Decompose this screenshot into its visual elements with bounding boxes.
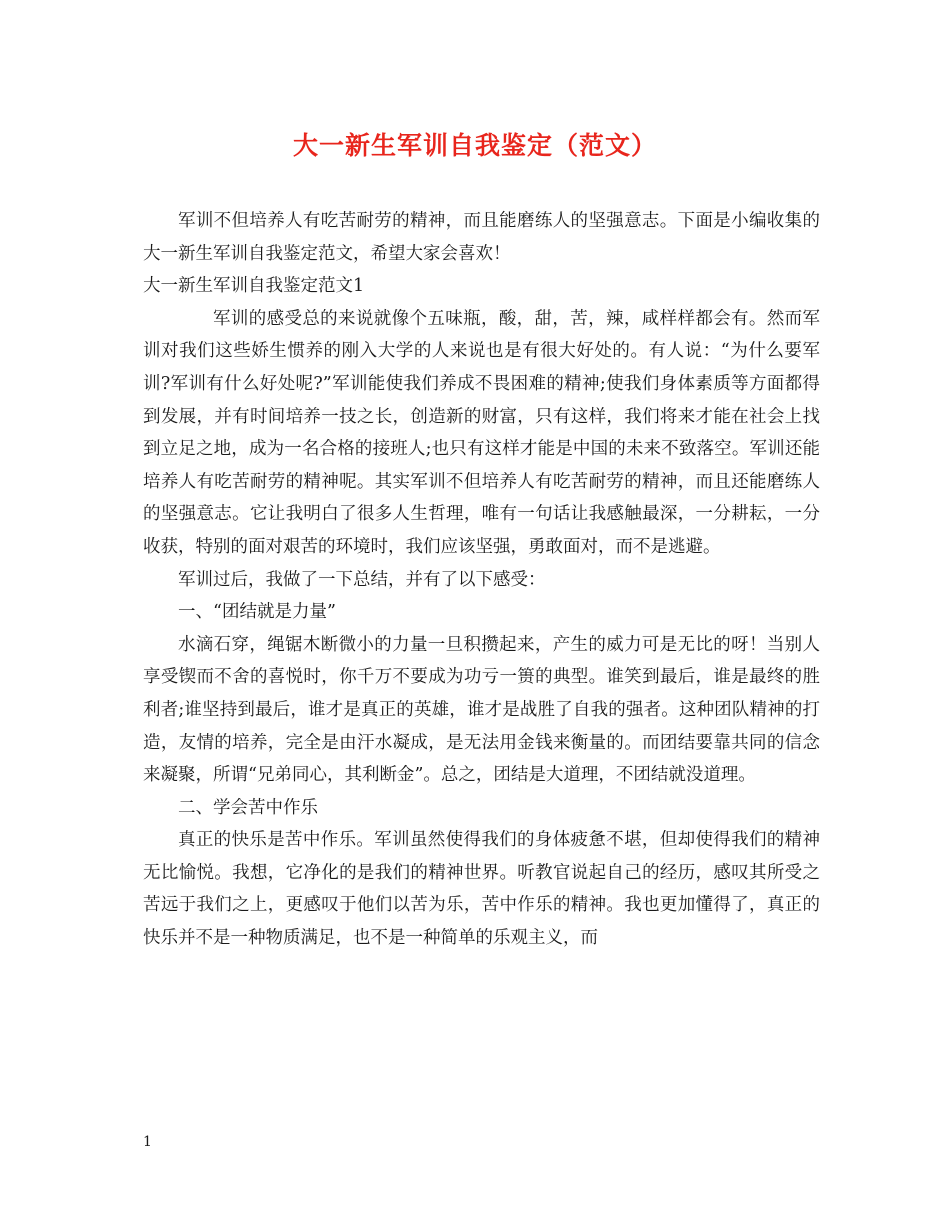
page-number: 1 <box>143 1134 152 1150</box>
summary-paragraph: 军训过后，我做了一下总结，并有了以下感受： <box>178 569 546 590</box>
body-paragraph: 军训的感受总的来说就像个五味瓶，酸，甜，苦，辣，咸样样都会有。然而军训对我们这些娇生惯养的刚入大学的人来说也是有很大好处的。有人说：“为什么要军训?军训有什么好处呢?”军训能使我们养成不畏困难的精神;使我们身体素质等方面都得到发展，并有时间培养一技之长，创造新的财富，只有这样，我们将来才能在社会上找到立足之地，成为一名合格的接班人;也只有这样才能是中国的未来不致落空。军训还能培养人有吃苦耐劳的精神呢。其实军训不但培养人有吃苦耐劳的精神，而且还能磨练人的坚强意志。它让我明白了很多人生哲理，唯有一句话让我感触最深，一分耕耘，一分收获，特别的面对艰苦的环境时，我们应该坚强，勇敢面对，而不是逃避。 <box>143 308 820 557</box>
intro-paragraph: 军训不但培养人有吃苦耐劳的精神，而且能磨练人的坚强意志。下面是小编收集的大一新生军训自我鉴定范文，希望大家会喜欢！ <box>143 211 820 264</box>
subheading-unity: 一、“团结就是力量” <box>178 602 336 623</box>
body-paragraph: 真正的快乐是苦中作乐。军训虽然使得我们的身体疲惫不堪，但却使得我们的精神无比愉悦。我想，它净化的是我们的精神世界。听教官说起自己的经历，感叹其所受之苦远于我们之上，更感叹于他们以苦为乐，苦中作乐的精神。我也更加懂得了，真正的快乐并不是一种物质满足，也不是一种简单的乐观主义，而 <box>143 830 820 949</box>
document-body <box>143 205 820 955</box>
section-heading-sample-1: 大一新生军训自我鉴定范文1 <box>143 276 365 297</box>
document-title: 大一新生军训自我鉴定（范文） <box>292 131 657 160</box>
subheading-joy-in-hardship: 二、学会苦中作乐 <box>178 797 318 818</box>
body-paragraph: 水滴石穿，绳锯木断微小的力量一旦积攒起来，产生的威力可是无比的呀！当别人享受锲而不舍的喜悦时，你千万不要成为功亏一篑的典型。谁笑到最后，谁是最终的胜利者;谁坚持到最后，谁才是真正的英雄，谁才是战胜了自我的强者。这种团队精神的打造，友情的培养，完全是由汗水凝成，是无法用金钱来衡量的。而团结要靠共同的信念来凝聚，所谓“兄弟同心，其利断金”。总之，团结是大道理，不团结就没道理。 <box>143 634 820 786</box>
